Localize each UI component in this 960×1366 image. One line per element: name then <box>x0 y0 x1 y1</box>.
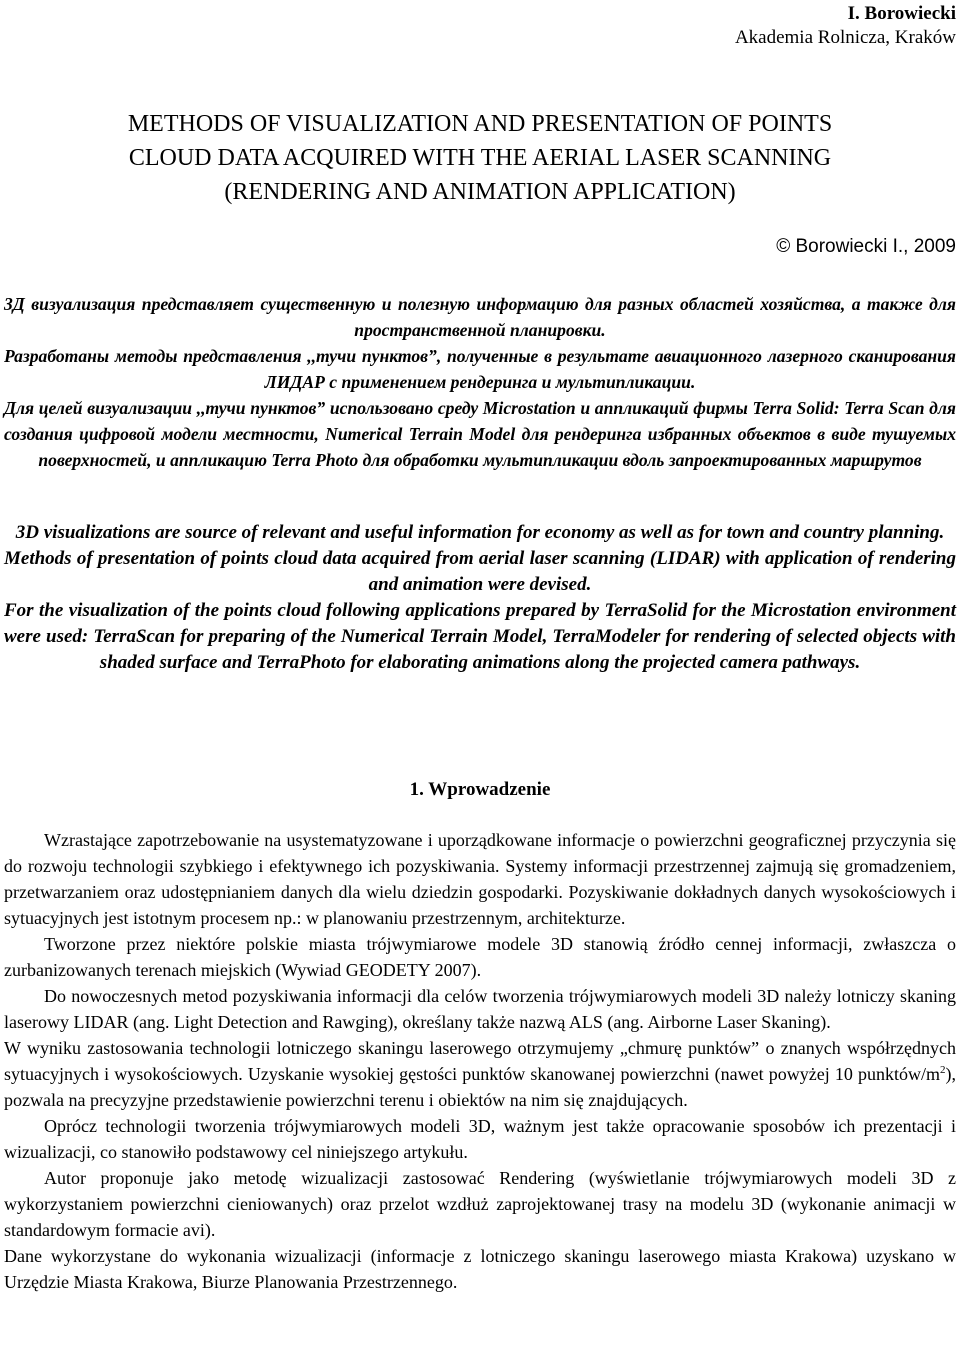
paper-title <box>0 107 960 209</box>
superscript: 2 <box>940 1064 946 1076</box>
abstract-english <box>4 520 956 676</box>
body-text-run: ), pozwala na precyzyjne przedstawienie powierzchni terenu i obiektów na nim się znajdujących. <box>4 1064 956 1110</box>
body-paragraph: Oprócz technologii tworzenia trójwymiarowych modeli 3D, ważnym jest także opracowanie sposobów ich prezentacji i wizualizacji, co stanowiło podstawowy cel niniejszego artykułu. <box>4 1116 956 1162</box>
author-name: I. Borowiecki <box>847 3 956 24</box>
abstract-russian <box>4 291 956 473</box>
body-text-run: W wyniku zastosowania technologii lotniczego skaningu laserowego otrzymujemy „chmurę punktów” o znanych współrzędnych sytuacyjnych i wysokościowych. Uzyskanie wysokiej gęstości punktów skanowanej powierzchni (nawet powyżej 10 punktów/m <box>4 1038 956 1084</box>
abstract-ru-paragraph: 3Д визуализация представляет существенную и полезную информацию для разных областей хозяйства, а также для пространственной планировки. <box>4 294 956 340</box>
author-block <box>735 2 956 50</box>
abstract-ru-paragraph: Для целей визуализации ,,тучи пунктов” использовано среду Microstation и аппликаций фирмы Terra Solid: Terra Scan для создания цифровой модели местности, Numerical Terrain Model для рендеринга избранных объектов в виде тушуемых поверхностей, и аппликацию Terra Photo для обработки мультипликации вдоль запроектированных маршрутов <box>4 398 956 470</box>
author-affiliation: Akademia Rolnicza, Kraków <box>734 27 956 48</box>
section-heading: 1. Wprowadzenie <box>409 779 551 800</box>
title-line-2: CLOUD DATA ACQUIRED WITH THE AERIAL LASER SCANNING <box>128 145 832 171</box>
abstract-en-paragraph: 3D visualizations are source of relevant and useful information for economy as well as for town and country planning. <box>15 522 945 543</box>
body-paragraph: Do nowoczesnych metod pozyskiwania informacji dla celów tworzenia trójwymiarowych modeli 3D należy lotniczy skaning laserowy LIDAR (ang. Light Detection and Rawging), określany także nazwą ALS (ang. Airborne Laser Skaning). <box>4 986 956 1032</box>
body-text <box>4 827 956 1295</box>
abstract-ru-paragraph: Разработаны методы представления ,,тучи пунктов”, полученные в результате авиационного лазерного сканирования ЛИДАР с применением рендеринга и мультипликации. <box>4 346 956 392</box>
title-line-3: (RENDERING AND ANIMATION APPLICATION) <box>224 179 736 205</box>
body-paragraph <box>4 1035 956 1113</box>
body-paragraph: Dane wykorzystane do wykonania wizualizacji (informacje z lotniczego skaningu laserowego miasta Krakowa) uzyskano w Urzędzie Miasta Krakowa, Biurze Planowania Przestrzennego. <box>4 1246 956 1292</box>
body-paragraph: Autor proponuje jako metodę wizualizacji zastosować Rendering (wyświetlanie trójwymiarowych modeli 3D z wykorzystaniem powierzchni cieniowanych) oraz przelot wzdłuż zaprojektowanej trasy na modelu 3D (wykonanie animacji w standardowym formacie avi). <box>4 1168 956 1240</box>
body-paragraph: Tworzone przez niektóre polskie miasta trójwymiarowe modele 3D stanowią źródło cennej informacji, zwłaszcza o zurbanizowanych terenach miejskich (Wywiad GEODETY 2007). <box>4 934 956 980</box>
abstract-en-paragraph: Methods of presentation of points cloud data acquired from aerial laser scanning (LIDAR) with application of rendering and animation were devised. <box>4 548 956 595</box>
copyright-notice: © Borowiecki I., 2009 <box>776 236 956 257</box>
body-paragraph: Wzrastające zapotrzebowanie na usystematyzowane i uporządkowane informacje o powierzchni geograficznej przyczynia się do rozwoju technologii szybkiego i efektywnego ich pozyskiwania. Systemy informacji przestrzennej zajmują się gromadzeniem, przetwarzaniem oraz udostępnianiem danych dla wielu dziedzin gospodarki. Pozyskiwanie dokładnych danych wysokościowych i sytuacyjnych jest istotnym procesem np.: w planowaniu przestrzennym, architekturze. <box>4 830 956 928</box>
title-line-1: METHODS OF VISUALIZATION AND PRESENTATION OF POINTS <box>127 111 833 137</box>
abstract-en-paragraph: For the visualization of the points cloud following applications prepared by TerraSolid for the Microstation environment were used: TerraScan for preparing of the Numerical Terrain Model, TerraModeler for rendering of selected objects with shaded surface and TerraPhoto for elaborating animations along the projected camera pathways. <box>4 600 956 673</box>
